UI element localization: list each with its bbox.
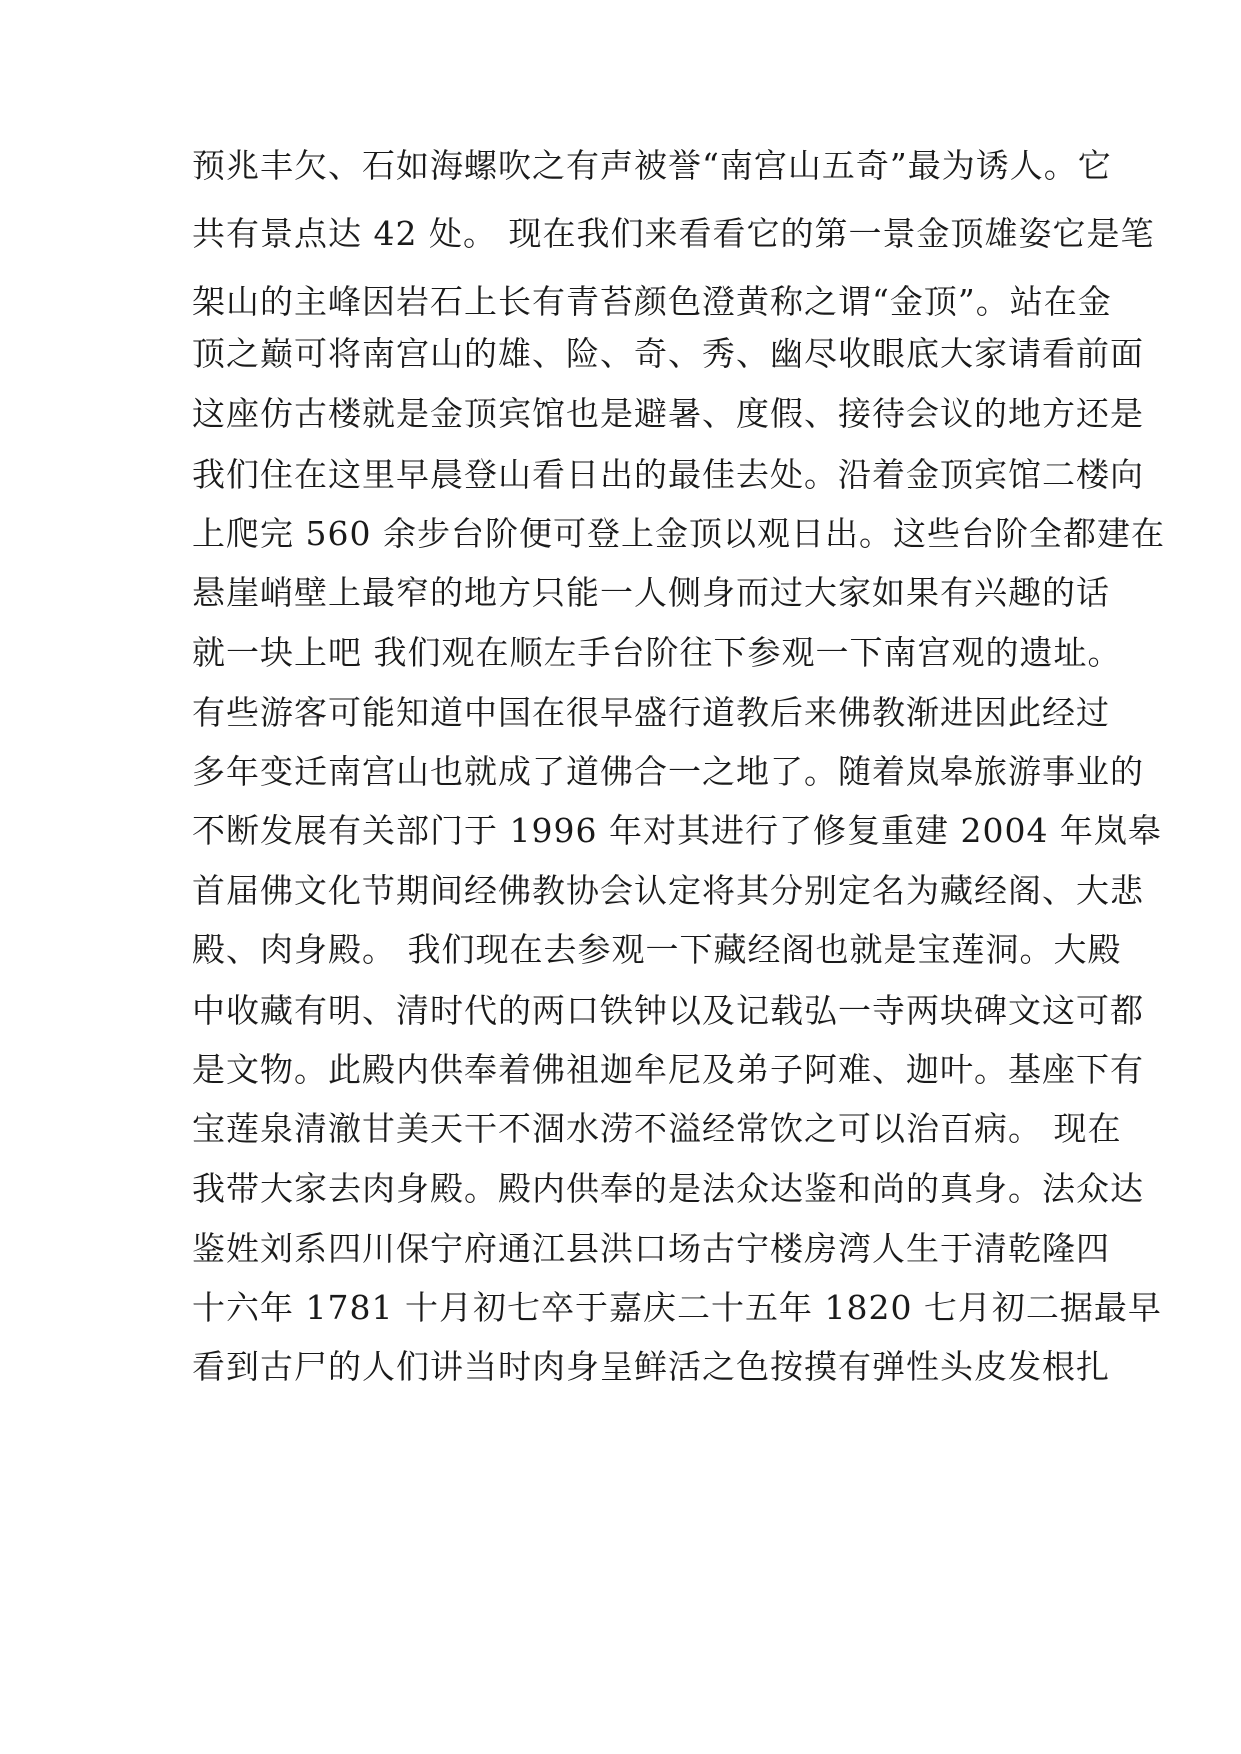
text-line: 是文物。此殿内供奉着佛祖迦牟尼及弟子阿难、迦叶。基座下有	[192, 1050, 1144, 1089]
text-line: 看到古尸的人们讲当时肉身呈鲜活之色按摸有弹性头皮发根扎	[192, 1347, 1110, 1386]
text-line: 有些游客可能知道中国在很早盛行道教后来佛教渐进因此经过	[192, 693, 1110, 732]
text-line: 首届佛文化节期间经佛教协会认定将其分别定名为藏经阁、大悲	[192, 871, 1144, 910]
text-line: 顶之巅可将南宫山的雄、险、奇、秀、幽尽收眼底大家请看前面	[192, 334, 1144, 373]
text-line: 宝莲泉清澈甘美天干不涸水涝不溢经常饮之可以治百病。 现在	[192, 1109, 1122, 1148]
text-line: 多年变迁南宫山也就成了道佛合一之地了。随着岚皋旅游事业的	[192, 752, 1144, 791]
text-line: 不断发展有关部门于 1996 年对其进行了修复重建 2004 年岚皋	[192, 811, 1162, 850]
text-line: 鉴姓刘系四川保宁府通江县洪口场古宁楼房湾人生于清乾隆四	[192, 1229, 1110, 1268]
text-line: 预兆丰欠、石如海螺吹之有声被誉“南宫山五奇”最为诱人。它	[192, 146, 1112, 185]
text-line: 中收藏有明、清时代的两口铁钟以及记载弘一寺两块碑文这可都	[192, 991, 1144, 1030]
text-line: 我带大家去肉身殿。殿内供奉的是法众达鉴和尚的真身。法众达	[192, 1169, 1144, 1208]
text-line: 殿、肉身殿。 我们现在去参观一下藏经阁也就是宝莲洞。大殿	[192, 930, 1122, 969]
text-line: 十六年 1781 十月初七卒于嘉庆二十五年 1820 七月初二据最早	[192, 1288, 1162, 1327]
text-line: 这座仿古楼就是金顶宾馆也是避暑、度假、接待会议的地方还是	[192, 394, 1144, 433]
text-line: 悬崖峭壁上最窄的地方只能一人侧身而过大家如果有兴趣的话	[192, 573, 1110, 612]
text-line: 共有景点达 42 处。 现在我们来看看它的第一景金顶雄姿它是笔	[192, 214, 1155, 253]
text-line: 架山的主峰因岩石上长有青苔颜色澄黄称之谓“金顶”。站在金	[192, 282, 1112, 321]
text-line: 上爬完 560 余步台阶便可登上金顶以观日出。这些台阶全都建在	[192, 514, 1165, 553]
text-line: 我们住在这里早晨登山看日出的最佳去处。沿着金顶宾馆二楼向	[192, 455, 1144, 494]
text-line: 就一块上吧 我们观在顺左手台阶往下参观一下南宫观的遗址。	[192, 633, 1122, 672]
